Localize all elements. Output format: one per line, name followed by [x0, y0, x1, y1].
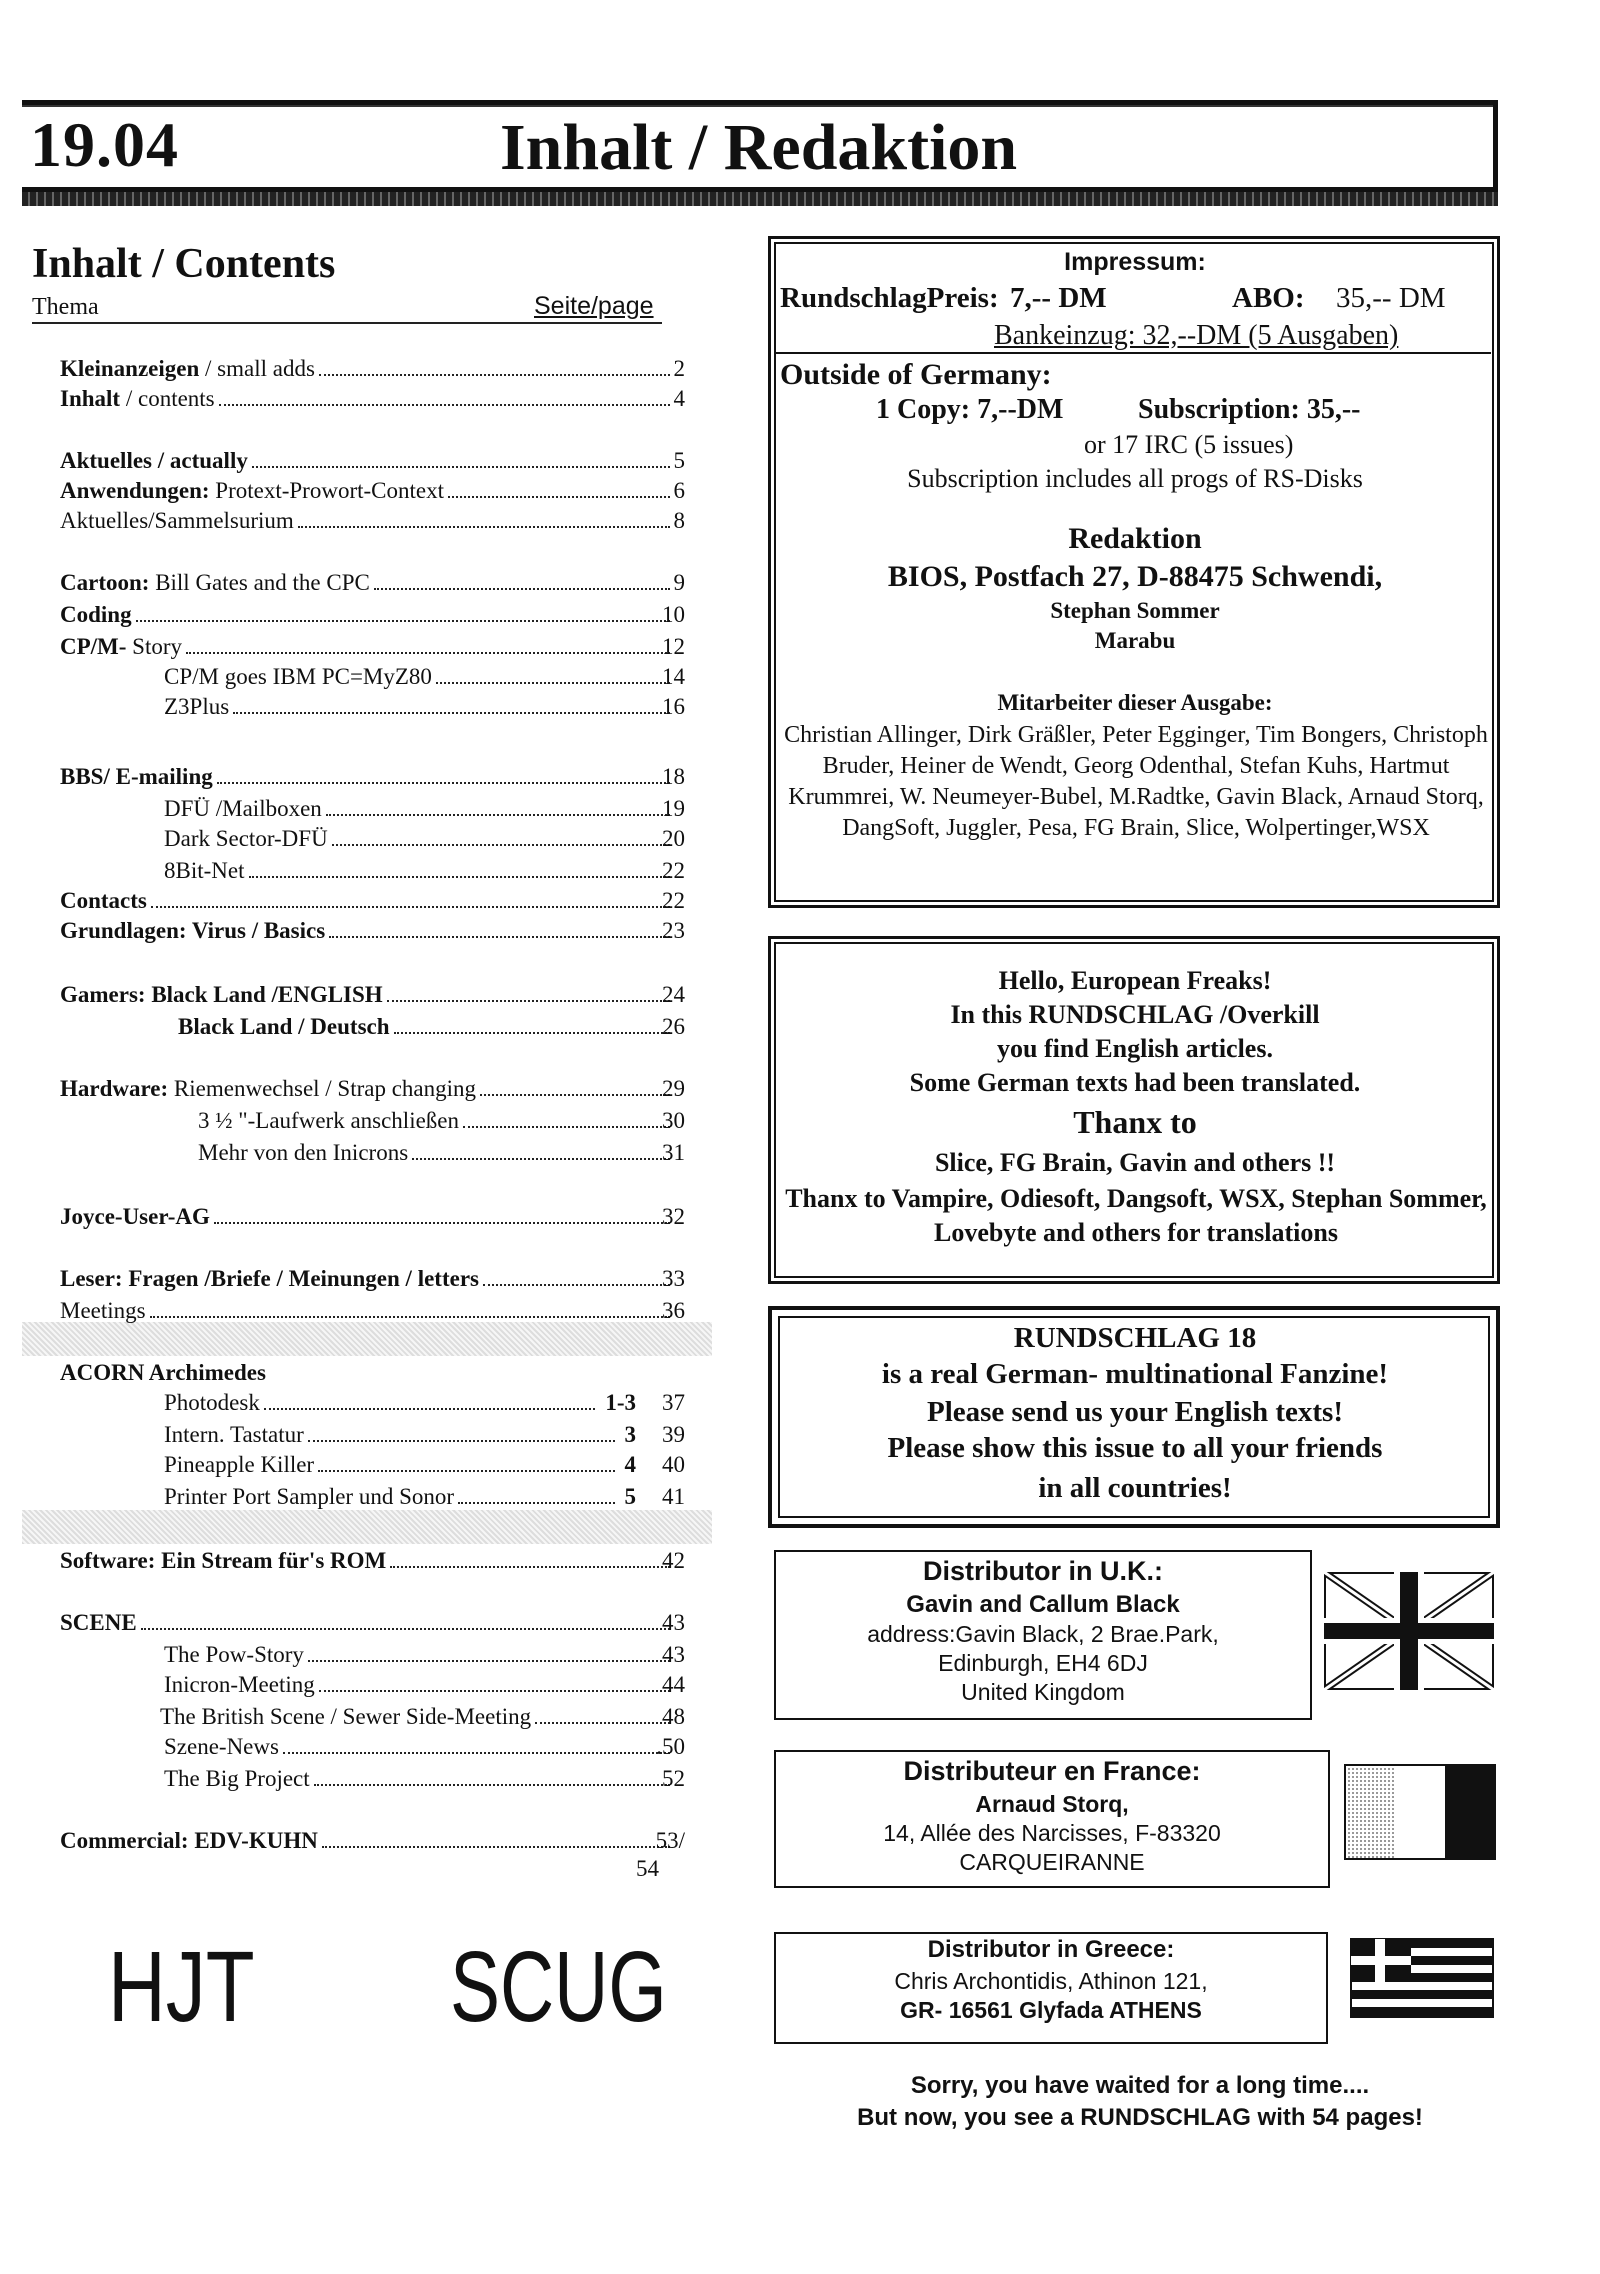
- toc-row: [60, 1358, 680, 1388]
- toc-row-page: 32: [662, 1204, 685, 1229]
- toc-row-part: 4: [624, 1452, 636, 1477]
- price-value: 7,-- DM: [1010, 282, 1107, 314]
- toc-row: [164, 662, 685, 692]
- toc-row: [60, 506, 685, 536]
- hjt-logo: HJT: [108, 1931, 255, 2043]
- toc-row-topic: Printer Port Sampler und Sonor: [164, 1484, 455, 1509]
- toc-row: [164, 1450, 685, 1480]
- toc-row-label: [60, 1358, 266, 1388]
- toc-row-page: 48: [662, 1704, 685, 1729]
- toc-row-topic: 8Bit-Net: [164, 858, 245, 883]
- toc-row-leader: [483, 1264, 670, 1286]
- toc-row-leader: [308, 1640, 670, 1662]
- shade-band: [22, 1510, 712, 1544]
- toc-row-page: 53/: [655, 1828, 685, 1853]
- toc-row-topic: 3 ½ "-Laufwerk anschließen: [198, 1108, 460, 1133]
- toc-row-topic: The Pow-Story: [164, 1642, 304, 1667]
- toc-row-leader: [390, 1546, 670, 1568]
- toc-row-topic: Meetings: [60, 1298, 146, 1323]
- toc-row-label: [160, 1702, 531, 1732]
- toc-row: [164, 824, 685, 854]
- toc-row-leader: [298, 506, 670, 528]
- toc-row-page: 23: [662, 918, 685, 943]
- toc-rule: [32, 322, 662, 324]
- toc-row: [60, 354, 685, 384]
- toc-row-topic: Szene-News: [164, 1734, 279, 1759]
- toc-row-page: 22: [662, 858, 685, 883]
- toc-row: [198, 1106, 685, 1136]
- toc-heading: Inhalt / Contents: [32, 241, 336, 287]
- toc-row-label: [60, 980, 383, 1010]
- uk-line-4: United Kingdom: [961, 1679, 1125, 1705]
- toc-row-leader: [387, 980, 670, 1002]
- toc-row-leader: [233, 692, 670, 714]
- toc-row-section: Joyce-User-AG: [60, 1204, 210, 1229]
- toc-row: [178, 1012, 685, 1042]
- toc-row-leader: [217, 762, 670, 784]
- redaktion-heading: Redaktion: [1068, 522, 1202, 555]
- toc-row-part: 5: [624, 1484, 636, 1509]
- toc-row-label: [164, 692, 229, 722]
- toc-row-label: [198, 1138, 408, 1168]
- toc-row-topic: Mehr von den Inicrons: [198, 1140, 409, 1165]
- toc-row-leader: [214, 1202, 670, 1224]
- toc-row-page: 33: [662, 1266, 685, 1291]
- toc-row-topic: / small adds: [199, 356, 315, 381]
- toc-row-section: Leser: Fragen /Briefe / Meinungen / letters: [60, 1266, 479, 1291]
- toc-row-label: [60, 1202, 210, 1232]
- toc-row: [60, 568, 685, 598]
- toc-row-topic: Pineapple Killer: [164, 1452, 315, 1477]
- toc-row-section: Contacts: [60, 888, 147, 913]
- toc-row: [60, 916, 685, 946]
- toc-row-page: 8: [673, 508, 685, 533]
- toc-row-page: .50: [656, 1734, 685, 1759]
- abo-value: 35,-- DM: [1336, 282, 1446, 314]
- toc-row: [164, 1420, 685, 1450]
- toc-row-topic: Bill Gates and the CPC: [149, 570, 370, 595]
- toc-row-label: [164, 1482, 454, 1512]
- toc-row-topic: Protext-Prowort-Context: [209, 478, 444, 503]
- toc-row-page: 14: [662, 664, 685, 689]
- toc-row-page: 37: [662, 1390, 685, 1415]
- toc-row-label: [60, 632, 182, 662]
- toc-row-leader: [322, 1826, 670, 1848]
- toc-row-section: Kleinanzeigen: [60, 356, 200, 381]
- toc-row-page: 26: [662, 1014, 685, 1039]
- toc-row-topic: / contents: [120, 386, 215, 411]
- toc-row-label: [164, 1388, 260, 1418]
- toc-row-topic: CP/M goes IBM PC=MyZ80: [164, 664, 432, 689]
- toc-row-leader: [264, 1388, 595, 1410]
- toc-row-page: 29: [662, 1076, 685, 1101]
- fr-distributor-text: [776, 1756, 1328, 1876]
- toc-row-topic: Riemenwechsel / Strap changing: [168, 1076, 477, 1101]
- toc-row-label: [60, 568, 370, 598]
- toc-row-page: 36: [662, 1298, 685, 1323]
- toc-row-leader: [283, 1732, 670, 1754]
- includes-text: Subscription includes all progs of RS-Disks: [907, 464, 1363, 493]
- toc-row-leader: [458, 1482, 614, 1504]
- uk-distributor-text: [776, 1556, 1310, 1706]
- hello-line-4: Some German texts had been translated.: [909, 1068, 1361, 1097]
- toc-row-page: 19: [662, 796, 685, 821]
- toc-row-section: Coding: [60, 602, 132, 627]
- toc-row: [164, 1640, 685, 1670]
- toc-row-label: [164, 856, 245, 886]
- toc-row-leader: [314, 1764, 670, 1786]
- fr-line-3: CARQUEIRANNE: [959, 1849, 1145, 1875]
- toc-row-section: Black Land / Deutsch: [178, 1014, 390, 1039]
- toc-row-leader: [219, 384, 670, 406]
- toc-row: [60, 980, 685, 1010]
- toc-row: [164, 1482, 685, 1512]
- toc-row: [160, 1702, 685, 1732]
- gr-line-2: GR- 16561 Glyfada ATHENS: [900, 1997, 1202, 2023]
- toc-row-label: [60, 1826, 318, 1856]
- toc-row: [60, 886, 685, 916]
- toc-row-leader: [448, 476, 670, 498]
- toc-row-page: 30: [662, 1108, 685, 1133]
- toc-row-leader: [151, 886, 670, 908]
- toc-row-page: 41: [662, 1484, 685, 1509]
- toc-row: [60, 1826, 685, 1856]
- gr-title: Distributor in Greece:: [927, 1936, 1175, 1963]
- toc-row: [164, 1764, 685, 1794]
- toc-row-section: CP/M-: [60, 634, 127, 659]
- page-title: Inhalt / Redaktion: [500, 111, 1018, 184]
- toc-row-page: 12: [662, 634, 685, 659]
- toc-row-label: [60, 762, 213, 792]
- toc-row-page: 31: [662, 1140, 685, 1165]
- toc-row-leader: [329, 916, 670, 938]
- toc-row-page: 44: [662, 1672, 685, 1697]
- hello-line-7: Thanx to Vampire, Odiesoft, Dangsoft, WSX, Stephan Sommer, Lovebyte and others for translations: [785, 1184, 1487, 1247]
- toc-row: [164, 794, 685, 824]
- toc-row-part: 1-3: [605, 1390, 636, 1415]
- toc-row-leader: [463, 1106, 670, 1128]
- toc-row: [60, 1264, 685, 1294]
- toc-row-label: [60, 916, 325, 946]
- toc-row: [164, 856, 685, 886]
- toc-row: [60, 446, 685, 476]
- toc-row-page: 42: [662, 1548, 685, 1573]
- gr-line-1: Chris Archontidis, Athinon 121,: [894, 1968, 1208, 1994]
- toc-row-leader: [318, 1450, 614, 1472]
- toc-row-section: Software: Ein Stream für's ROM: [60, 1548, 387, 1573]
- toc-row: [60, 632, 685, 662]
- toc-row-section: Gamers: Black Land /ENGLISH: [60, 982, 383, 1007]
- toc-row-label: [164, 1764, 310, 1794]
- hello-line-3: you find English articles.: [997, 1034, 1273, 1063]
- header-bar: [22, 192, 1498, 206]
- toc-row-label: [60, 1546, 386, 1576]
- toc-row-page: 43: [662, 1610, 685, 1635]
- toc-row: [60, 476, 685, 506]
- toc-row-topic: Z3Plus: [164, 694, 230, 719]
- uk-line-3: Edinburgh, EH4 6DJ: [938, 1650, 1148, 1676]
- toc-row-leader: [249, 856, 671, 878]
- toc-row: [60, 1296, 685, 1326]
- toc-row-page: 40: [662, 1452, 685, 1477]
- toc-row: [60, 1546, 685, 1576]
- toc-row-label: [60, 1264, 479, 1294]
- irc-text: or 17 IRC (5 issues): [1084, 430, 1294, 459]
- toc-row-page: 24: [662, 982, 685, 1007]
- toc-row-leader: [136, 600, 670, 622]
- toc-row-section: SCENE: [60, 1610, 137, 1635]
- toc-row-leader: [436, 662, 670, 684]
- toc-row-leader: [480, 1074, 670, 1096]
- toc-row-leader: [141, 1608, 670, 1630]
- toc-row-leader: [319, 1670, 670, 1692]
- outside-heading: Outside of Germany:: [780, 358, 1052, 391]
- toc-row-page: 18: [662, 764, 685, 789]
- toc-row-leader: [186, 632, 670, 654]
- toc-row-section: Hardware:: [60, 1076, 169, 1101]
- subscription-price: Subscription: 35,--: [1138, 394, 1361, 425]
- hello-line-2: In this RUNDSCHLAG /Overkill: [950, 1000, 1320, 1029]
- toc-row-label: [60, 1296, 146, 1326]
- toc-row-label: [60, 506, 294, 536]
- toc-row-section: Aktuelles / actually: [60, 448, 248, 473]
- rs18-line-4: Please show this issue to all your friends: [887, 1432, 1383, 1464]
- uk-line-2: address:Gavin Black, 2 Brae.Park,: [867, 1621, 1219, 1647]
- toc-row-page: 22: [662, 888, 685, 913]
- toc-row-section: Grundlagen: Virus / Basics: [60, 918, 326, 943]
- uk-flag-icon: [1324, 1572, 1494, 1690]
- toc-row-page: 43: [662, 1642, 685, 1667]
- redaktion-name-1: Stephan Sommer: [1050, 598, 1220, 623]
- abo-label: ABO:: [1232, 282, 1305, 314]
- toc-page-cont: 54: [636, 1856, 659, 1881]
- toc-row-label: [164, 1420, 304, 1450]
- france-flag-icon: [1344, 1764, 1496, 1860]
- toc-row-label: [60, 446, 248, 476]
- toc-row: [198, 1138, 685, 1168]
- toc-row-section: Cartoon:: [60, 570, 150, 595]
- toc-row-part: 3: [624, 1422, 636, 1447]
- toc-row-label: [60, 886, 147, 916]
- toc-row-leader: [319, 354, 670, 376]
- toc-row-topic: Intern. Tastatur: [164, 1422, 304, 1447]
- rs18-line-1: RUNDSCHLAG 18: [1013, 1322, 1257, 1354]
- toc-row-leader: [150, 1296, 670, 1318]
- toc-row-label: [164, 662, 432, 692]
- toc-row-topic: Inicron-Meeting: [164, 1672, 315, 1697]
- toc-row-label: [60, 1608, 137, 1638]
- rs18-line-3: Please send us your English texts!: [927, 1396, 1343, 1428]
- uk-line-1: Gavin and Callum Black: [906, 1591, 1180, 1618]
- toc-row-label: [198, 1106, 459, 1136]
- toc-row-label: [60, 384, 215, 414]
- toc-row-leader: [252, 446, 670, 468]
- scug-logo: SCUG: [450, 1931, 667, 2043]
- toc-row-section: Anwendungen:: [60, 478, 210, 503]
- rs18-line-5: in all countries!: [1038, 1472, 1232, 1504]
- toc-column-thema: Thema: [32, 294, 99, 320]
- fr-line-2: 14, Allée des Narcisses, F-83320: [883, 1820, 1221, 1846]
- toc-row-label: [164, 794, 322, 824]
- toc-row: [164, 1388, 685, 1418]
- sorry-line-1: Sorry, you have waited for a long time....: [910, 2072, 1370, 2099]
- toc-row: [60, 1202, 685, 1232]
- toc-row: [164, 1732, 685, 1762]
- hello-line-1: Hello, European Freaks!: [998, 966, 1272, 995]
- uk-title: Distributor in U.K.:: [923, 1556, 1163, 1586]
- redaktion-name-2: Marabu: [1094, 628, 1176, 653]
- toc-row-section: Inhalt: [60, 386, 121, 411]
- toc-row-leader: [308, 1420, 615, 1442]
- toc-row-leader: [326, 794, 670, 816]
- mitarbeiter-heading: Mitarbeiter dieser Ausgabe:: [997, 690, 1273, 715]
- toc-row-label: [164, 824, 328, 854]
- shade-band: [22, 1322, 712, 1356]
- rs18-line-2: is a real German- multinational Fanzine!: [881, 1358, 1389, 1390]
- toc-row-label: [164, 1450, 314, 1480]
- fr-title: Distributeur en France:: [903, 1756, 1201, 1786]
- hello-line-5: Thanx to: [1073, 1104, 1197, 1140]
- toc-row-label: [60, 600, 132, 630]
- toc-row-label: [164, 1670, 315, 1700]
- toc-row-page: 5: [673, 448, 685, 473]
- bank-text: Bankeinzug: 32,--DM (5 Ausgaben): [994, 320, 1399, 351]
- toc-row: [60, 762, 685, 792]
- toc-row: [60, 1074, 685, 1104]
- toc-row-leader: [332, 824, 670, 846]
- impressum-rule: [776, 352, 1491, 354]
- toc-row-topic: Aktuelles/Sammelsurium: [60, 508, 294, 533]
- toc-row-section: ACORN Archimedes: [60, 1360, 266, 1385]
- hello-line-6: Slice, FG Brain, Gavin and others !!: [934, 1148, 1336, 1177]
- toc-row-page: 10: [662, 602, 685, 627]
- toc-row-topic: Story: [126, 634, 183, 659]
- toc-row-label: [60, 476, 444, 506]
- toc-row-section: Commercial: EDV-KUHN: [60, 1828, 318, 1853]
- toc-row-topic: Photodesk: [164, 1390, 260, 1415]
- toc-row: [60, 1608, 685, 1638]
- impressum-title: Impressum:: [1064, 248, 1206, 276]
- toc-row-label: [164, 1640, 304, 1670]
- issue-number: 19.04: [30, 109, 179, 180]
- toc-row-leader: [374, 568, 670, 590]
- copy-price: 1 Copy: 7,--DM: [876, 394, 1064, 425]
- toc-row-leader: [412, 1138, 670, 1160]
- staff-list: Christian Allinger, Dirk Gräßler, Peter Egginger, Tim Bongers, Christoph Bruder, Heiner de Wendt, Georg Odenthal, Stefan Kuhs, Hartmut Krummrei, W. Neumeyer-Bubel, M.Radtke, Gavin Black, Arnaud Storq, DangSoft, Juggler, Pesa, FG Brain, Slice, Wolpertinger,WSX: [784, 722, 1488, 841]
- toc-row-topic: Dark Sector-DFÜ: [164, 826, 328, 851]
- toc-column-page: Seite/page: [534, 292, 654, 320]
- toc-row-page: 9: [673, 570, 685, 595]
- greece-flag-icon: [1350, 1938, 1494, 2018]
- toc-row-label: [60, 1074, 476, 1104]
- toc-row-page: 4: [673, 386, 685, 411]
- toc-row-section: BBS/ E-mailing: [60, 764, 213, 789]
- toc-row-page: 39: [662, 1422, 685, 1447]
- toc-row-topic: The British Scene / Sewer Side-Meeting: [160, 1704, 532, 1729]
- gr-distributor-text: [776, 1936, 1326, 2024]
- toc-row-topic: The Big Project: [164, 1766, 310, 1791]
- toc-row-page: 52: [662, 1766, 685, 1791]
- fr-line-1: Arnaud Storq,: [975, 1791, 1129, 1817]
- toc-row-page: 20: [662, 826, 685, 851]
- toc-row-label: [164, 1732, 279, 1762]
- toc-row-leader: [394, 1012, 670, 1034]
- price-label: RundschlagPreis:: [780, 282, 999, 314]
- toc-row: [164, 692, 685, 722]
- toc-row-page: 2: [673, 356, 685, 381]
- redaktion-address: BIOS, Postfach 27, D-88475 Schwendi,: [887, 560, 1383, 593]
- toc-row-page: 16: [662, 694, 685, 719]
- toc-row: [164, 1670, 685, 1700]
- toc-row-label: [178, 1012, 390, 1042]
- toc-row-topic: DFÜ /Mailboxen: [164, 796, 322, 821]
- toc-row: [60, 384, 685, 414]
- sorry-line-2: But now, you see a RUNDSCHLAG with 54 pages!: [857, 2104, 1423, 2131]
- toc-row-label: [60, 354, 315, 384]
- toc-row: [60, 600, 685, 630]
- toc-row-page: 6: [673, 478, 685, 503]
